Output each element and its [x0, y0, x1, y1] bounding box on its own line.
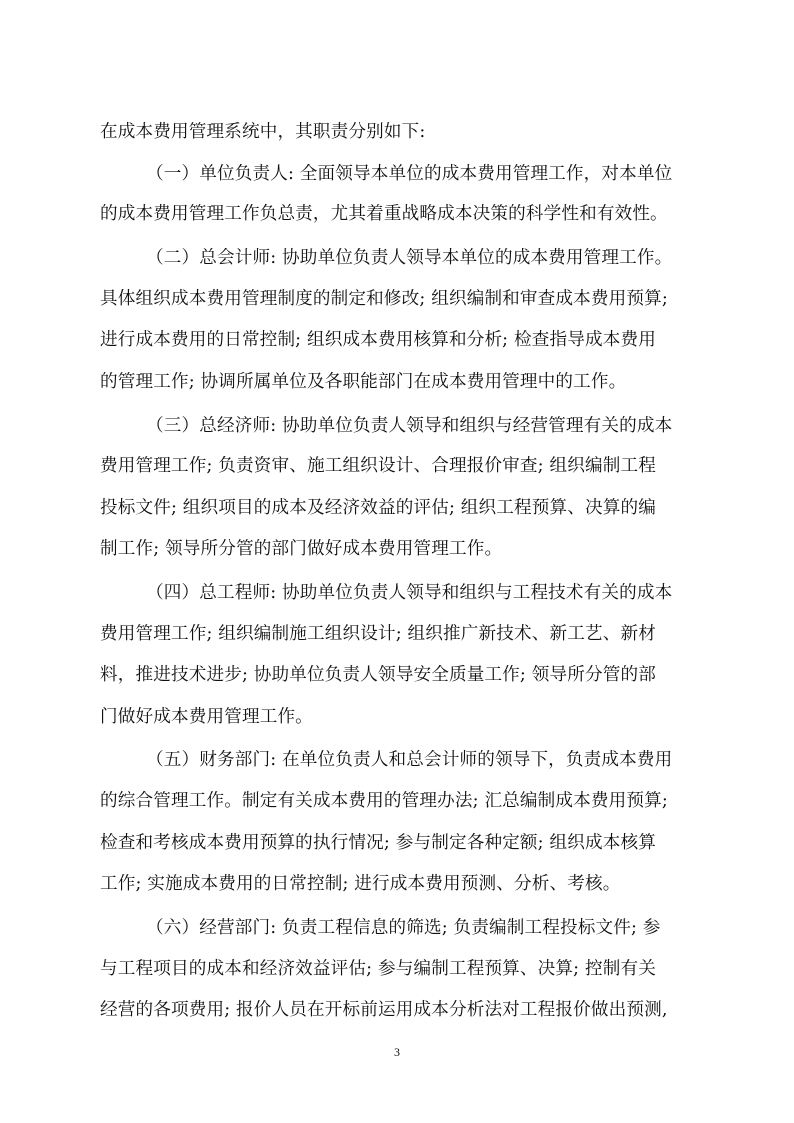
text-line: 检查和考核成本费用预算的执行情况; 参与制定各种定额; 组织成本核算: [100, 833, 656, 853]
text-line: 的成本费用管理工作负总责，尤其着重战略成本决策的科学性和有效性。: [100, 204, 668, 224]
text-line: 工作; 实施成本费用的日常控制; 进行成本费用预测、分析、考核。: [100, 874, 621, 894]
text-line: 费用管理工作; 组织编制施工组织设计; 组织推广新技术、新工艺、新材: [100, 624, 656, 644]
text-line: 料，推进技术进步; 协助单位负责人领导安全质量工作; 领导所分管的部: [100, 665, 656, 685]
text-line: 费用管理工作; 负责资审、施工组织设计、合理报价审查; 组织编制工程: [100, 456, 656, 476]
page-number: 3: [394, 1045, 400, 1059]
text-line: 的管理工作; 协调所属单位及各职能部门在成本费用管理中的工作。: [100, 372, 627, 392]
text-line: 门做好成本费用管理工作。: [100, 707, 313, 727]
text-line: 在成本费用管理系统中，其职责分别如下:: [100, 122, 426, 142]
paragraph-first-line: （五）财务部门: 在单位负责人和总会计师的领导下，负责成本费用: [146, 750, 673, 770]
text-line: 制工作; 领导所分管的部门做好成本费用管理工作。: [100, 539, 503, 559]
paragraph-first-line: （四）总工程师: 协助单位负责人领导和组织与工程技术有关的成本: [146, 583, 673, 603]
text-line: 进行成本费用的日常控制; 组织成本费用核算和分析; 检查指导成本费用: [100, 330, 656, 350]
text-line: 经营的各项费用; 报价人员在开标前运用成本分析法对工程报价做出预测,: [100, 1000, 668, 1020]
text-line: 具体组织成本费用管理制度的制定和修改; 组织编制和审查成本费用预算;: [100, 289, 668, 309]
paragraph-first-line: （六）经营部门: 负责工程信息的筛选; 负责编制工程投标文件; 参: [146, 918, 661, 938]
text-line: 投标文件; 组织项目的成本及经济效益的评估; 组织工程预算、决算的编: [100, 498, 656, 518]
text-line: 与工程项目的成本和经济效益评估; 参与编制工程预算、决算; 控制有关: [100, 959, 656, 979]
text-line: 的综合管理工作。制定有关成本费用的管理办法; 汇总编制成本费用预算;: [100, 791, 668, 811]
paragraph-first-line: （一）单位负责人: 全面领导本单位的成本费用管理工作，对本单位: [146, 164, 673, 184]
paragraph-first-line: （二）总会计师: 协助单位负责人领导本单位的成本费用管理工作。: [146, 248, 673, 268]
paragraph-first-line: （三）总经济师: 协助单位负责人领导和组织与经营管理有关的成本: [146, 416, 673, 436]
